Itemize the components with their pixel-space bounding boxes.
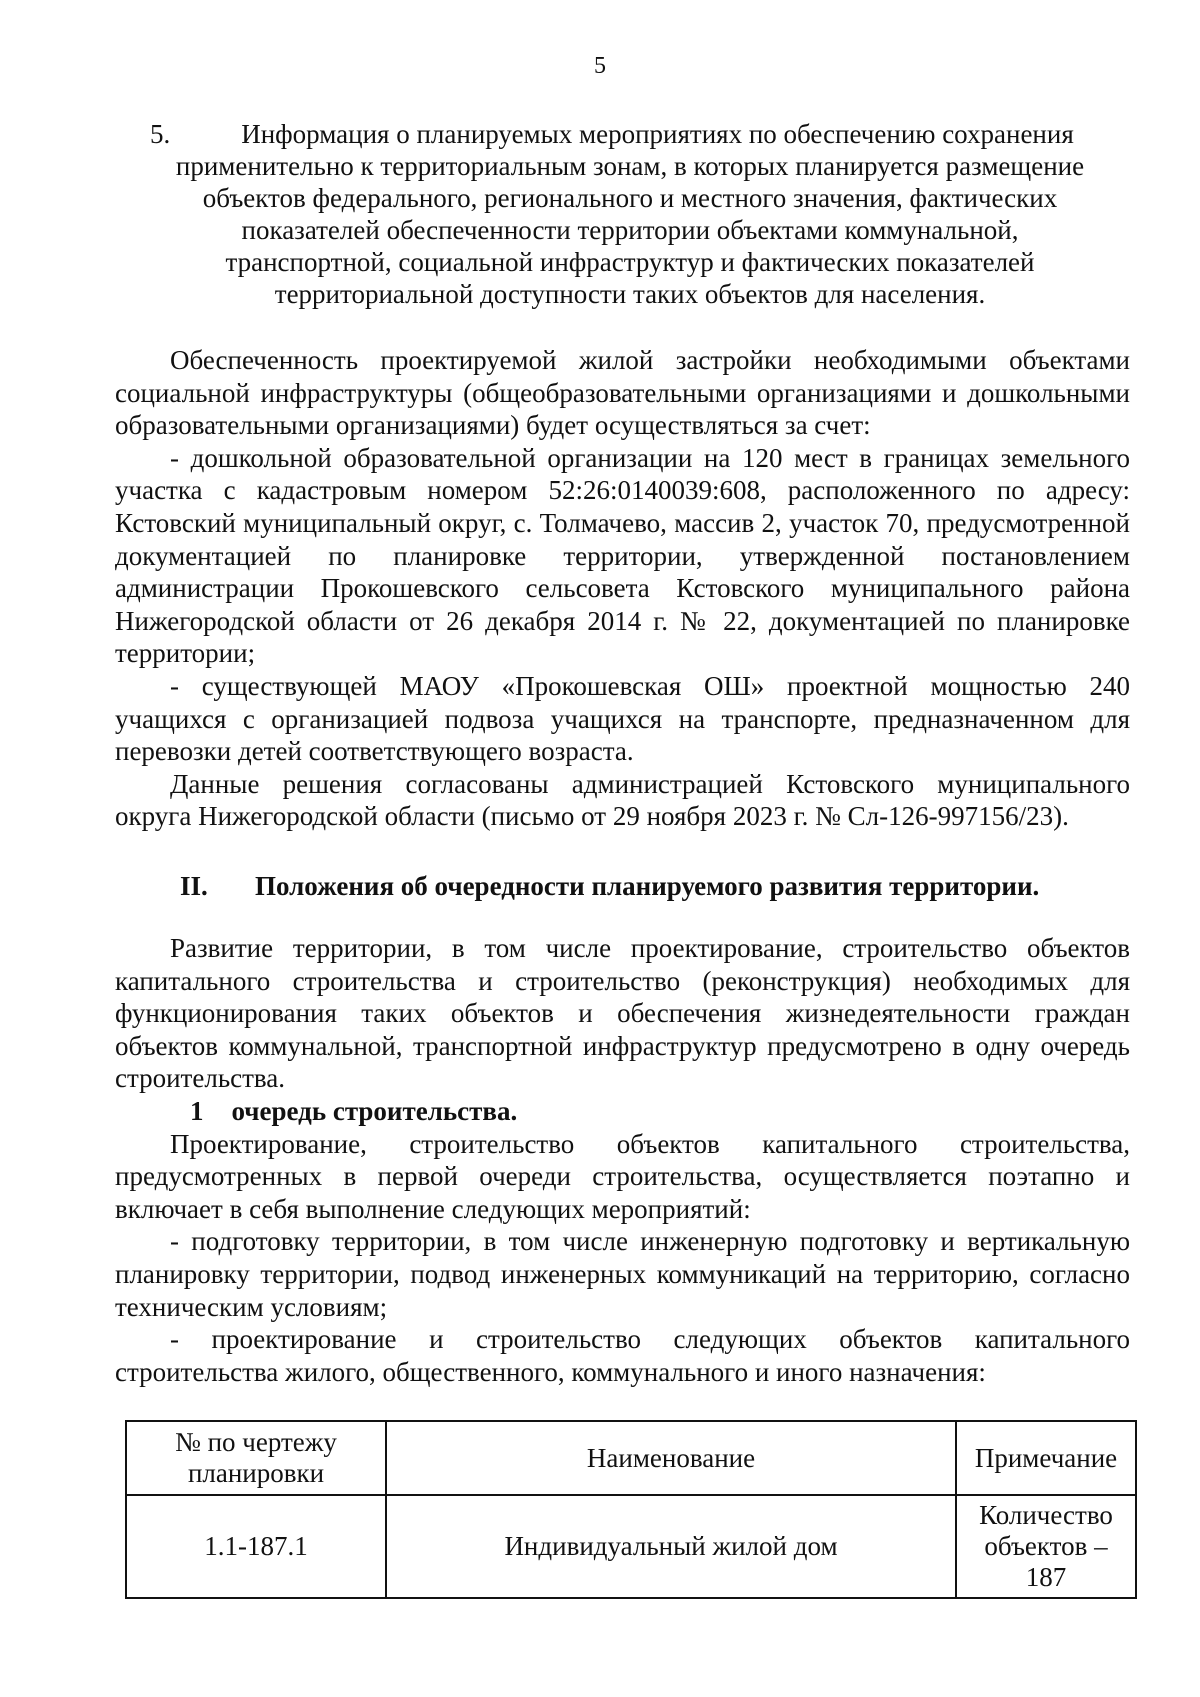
body-paragraph: Обеспеченность проектируемой жилой застройки необходимыми объектами социальной инфраструктуры (общеобразовательными организациями и дошкольными образовательными организациями) будет осуществляться за счет: <box>115 345 1130 441</box>
body-paragraph: Проектирование, строительство объектов капитального строительства, предусмотренных в первой очереди строительства, осуществляется поэтапно и включает в себя выполнение следующих мероприятий: <box>115 1128 1130 1224</box>
table-cell: Количество объектов – 187 <box>956 1495 1136 1598</box>
stage-title: очередь строительства. <box>231 1095 518 1126</box>
section-2-body <box>115 932 1130 1388</box>
table-header-cell: Примечание <box>956 1421 1136 1495</box>
body-paragraph: Развитие территории, в том числе проектирование, строительство объектов капитального строительства и строительство (реконструкция) необходимых для функционирования таких объектов и обеспечения жизнедеятельности граждан объектов коммунальной, транспортной инфраструктур предусмотрено в одну очередь строительства. <box>115 933 1130 1094</box>
section-5-line: объектов федерального, регионального и местного значения, фактических <box>202 183 1058 213</box>
table-header-cell: № по чертежу планировки <box>126 1421 386 1495</box>
table-row <box>126 1495 1136 1598</box>
objects-table <box>125 1420 1137 1599</box>
list-item: - существующей МАОУ «Прокошевская ОШ» проектной мощностью 240 учащихся с организацией подвоза учащихся на транспорте, предназначенном для перевозки детей соответствующего возраста. <box>115 670 1130 767</box>
body-paragraph: Данные решения согласованы администрацией Кстовского муниципального округа Нижегородской области (письмо от 29 ноября 2023 г. № Сл-126-997156/23). <box>115 768 1130 832</box>
page-number: 5 <box>594 53 606 79</box>
stage-heading <box>115 1095 1130 1128</box>
section-5-line: территориальной доступности таких объектов для населения. <box>274 279 986 309</box>
table-cell: Индивидуальный жилой дом <box>386 1495 956 1598</box>
list-item: - подготовку территории, в том числе инженерную подготовку и вертикальную планировку территории, подвод инженерных коммуникаций на территорию, согласно техническим условиям; <box>115 1226 1130 1322</box>
section-5-line: применительно к территориальным зонам, в которых планируется размещение <box>175 151 1085 181</box>
section-5-line: Информация о планируемых мероприятиях по обеспечению сохранения <box>241 119 1074 149</box>
section-2-title: Положения об очередности планируемого развития территории. <box>255 871 1040 901</box>
section-2-number: II. <box>180 871 208 901</box>
section-5-heading <box>150 118 1110 310</box>
section-5-number: 5. <box>150 119 171 149</box>
table-cell: 1.1-187.1 <box>126 1495 386 1598</box>
stage-number: 1 <box>190 1095 204 1126</box>
table-header-row <box>126 1421 1136 1495</box>
table-header-cell: Наименование <box>386 1421 956 1495</box>
section-5-body <box>115 344 1130 833</box>
list-item: - дошкольной образовательной организации на 120 мест в границах земельного участка с кадастровым номером 52:26:0140039:608, расположенного по адресу: Кстовский муниципальный округ, с. Толмачево, массив 2, участок 70, предусмотренной документацией по планировке территории, утвержденной постановлением администрации Прокошевского сельсовета Кстовского муниципального района Нижегородской области от 26 декабря 2014 г. № 22, документацией по планировке территории; <box>115 442 1130 669</box>
section-5-line: транспортной, социальной инфраструктур и фактических показателей <box>225 247 1035 277</box>
section-5-line: показателей обеспеченности территории объектами коммунальной, <box>241 215 1019 245</box>
list-item: - проектирование и строительство следующих объектов капитального строительства жилого, общественного, коммунального и иного назначения: <box>115 1324 1130 1387</box>
